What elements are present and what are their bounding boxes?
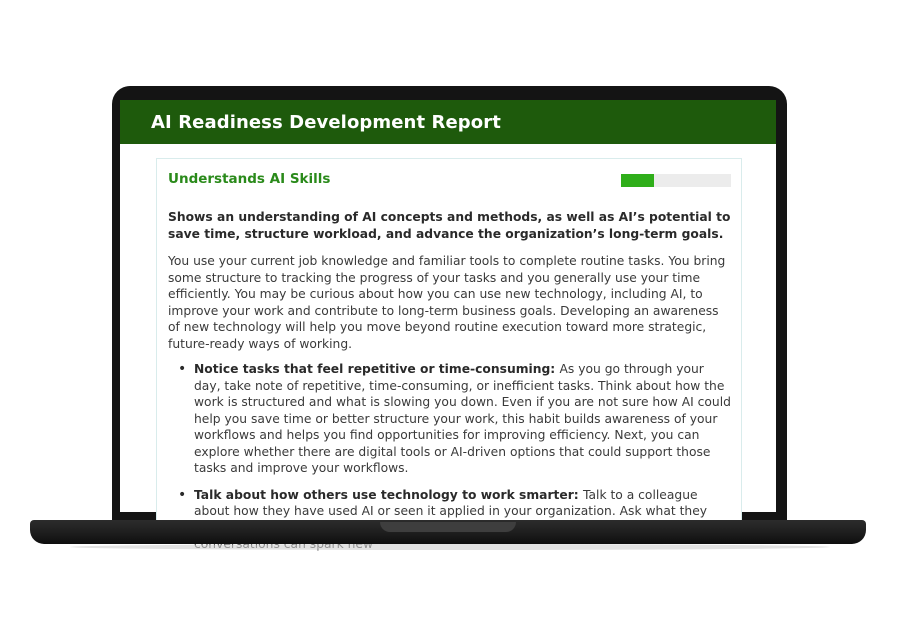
skill-card (156, 158, 742, 539)
bullet-icon: • (178, 361, 187, 377)
skill-description: You use your current job knowledge and familiar tools to complete routine tasks. You bring some structure to tracking the progress of your tasks and you generally use your time efficiently. You may be curious about how you can use new technology, including AI, to improve your work and contribute to long-term business goals. Developing an awareness of new technology will help you move beyond routine execution toward more strategic, future-ready ways of working. (168, 254, 726, 351)
laptop-screen (120, 100, 776, 518)
laptop-notch (380, 522, 516, 532)
tip-heading: Notice tasks that feel repetitive or time-consuming: (194, 362, 560, 376)
skill-progress-bar (621, 174, 731, 187)
tip-body: As you go through your day, take note of repetitive, time-consuming, or inefficient tasks. Think about how the work is structured and what is slowing you down. Even if you are not sure how AI could help you save time or better structure your work, this habit builds awareness of your workflows and helps you find opportunities for improving efficiency. Next, you can explore whether there are digital tools or AI-driven options that could support those tasks and improve your workflows. (194, 362, 731, 475)
laptop-shadow (70, 544, 830, 550)
skill-progress-fill (621, 174, 654, 187)
skill-title: Understands AI Skills (168, 171, 331, 187)
list-item (178, 361, 733, 477)
report-header (120, 100, 776, 144)
tip-heading: Talk about how others use technology to work smarter: (194, 487, 584, 502)
tip-body: Talk to a colleague about how they have used AI or seen it applied in your organization. Ask what they (194, 487, 708, 518)
report-title: AI Readiness Development Report (151, 112, 501, 133)
bullet-icon: • (178, 486, 187, 503)
skill-summary: Shows an understanding of AI concepts and methods, as well as AI’s potential to save time, structure workload, and advance the organization’s long-term goals. (168, 210, 731, 241)
skill-content (168, 209, 733, 563)
